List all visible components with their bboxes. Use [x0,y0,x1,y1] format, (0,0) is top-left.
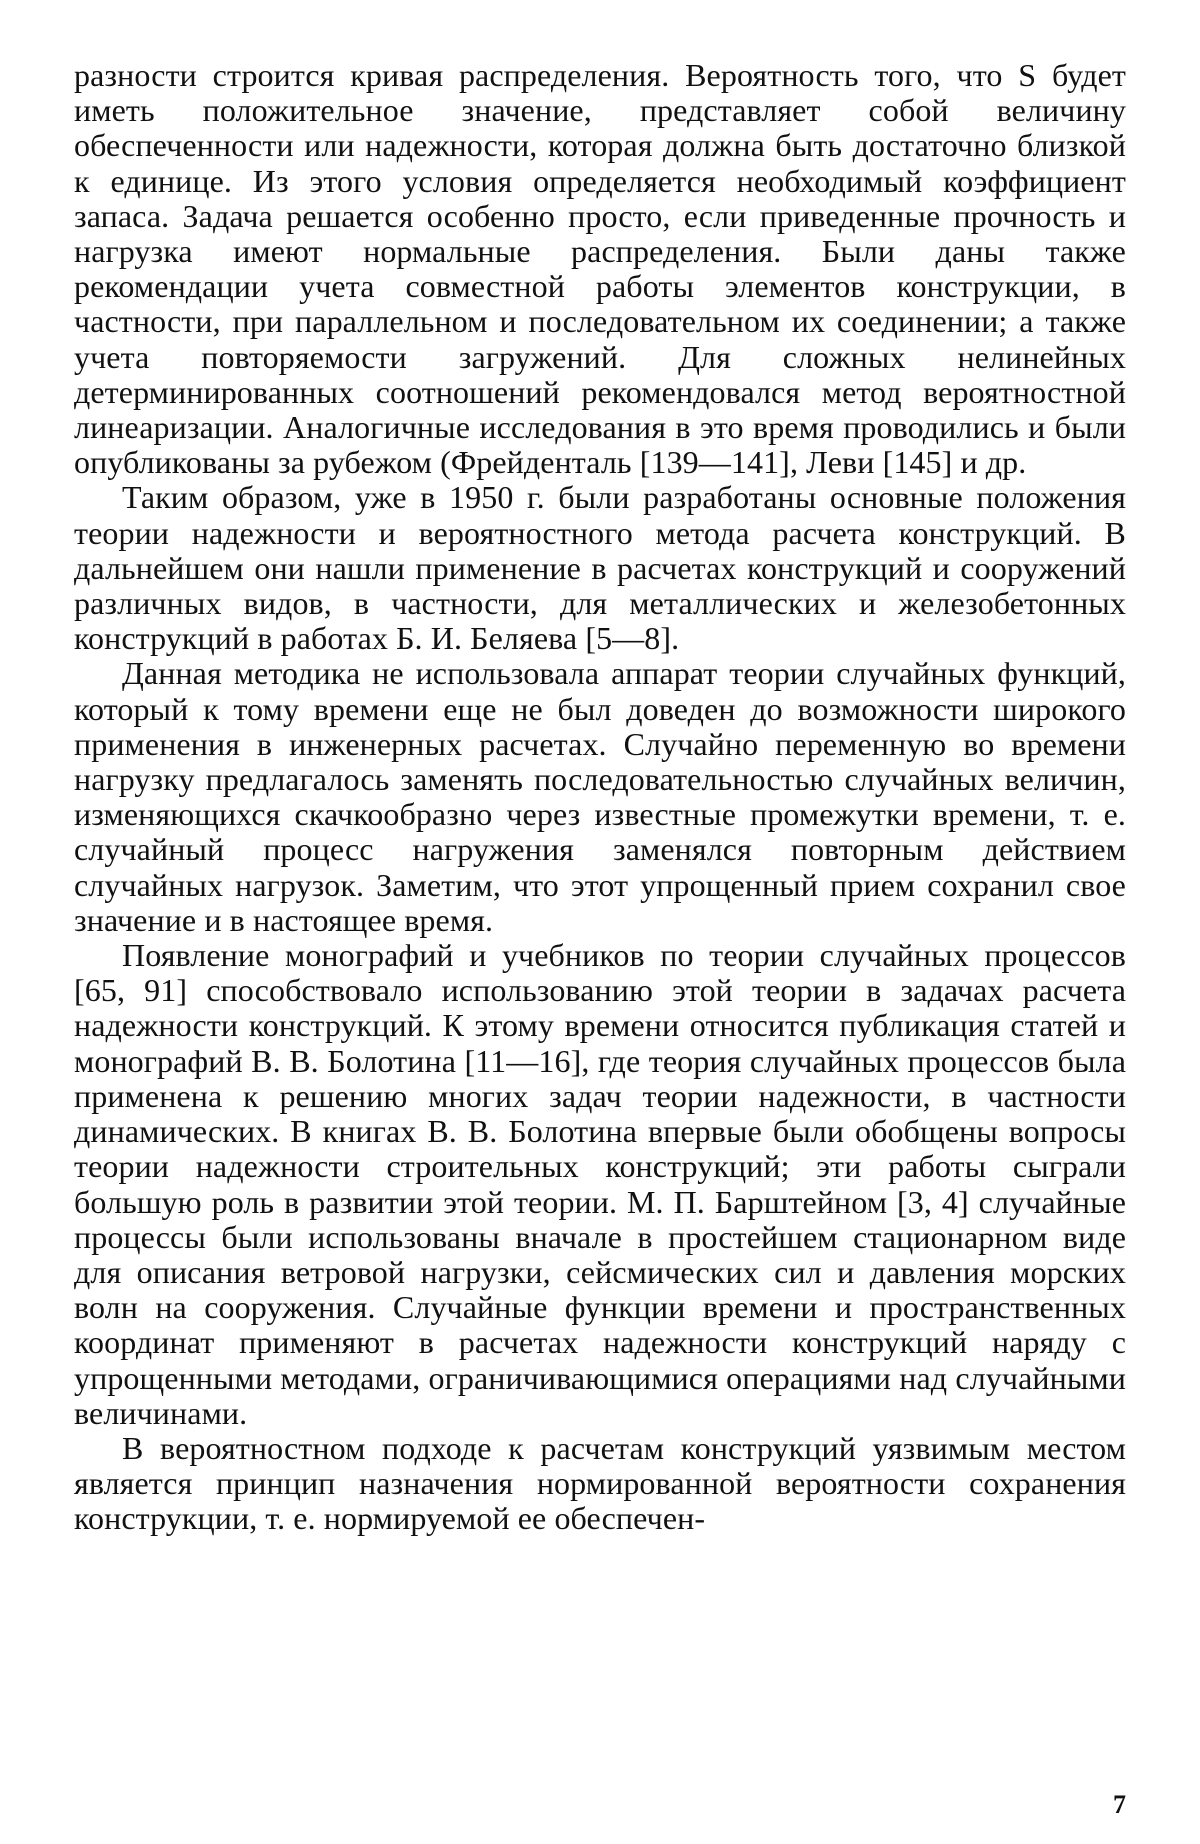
paragraph-3: Данная методика не использовала аппарат теории случайных функций, который к тому времени еще не был доведен до возможности широкого применения в инженерных расчетах. Случайно переменную во времени нагрузку предлагалось заменять последовательностью случайных величин, изменяющихся скачкообразно через известные промежутки времени, т. е. случайный процесс нагружения заменялся повторным действием случайных нагрузок. Заметим, что этот упрощенный прием сохранил свое значение и в настоящее время. [74,655,1126,938]
paragraph-4: Появление монографий и учебников по теории случайных процессов [65, 91] способствовало использованию этой теории в задачах расчета надежности конструкций. К этому времени относится публикация статей и монографий В. В. Болотина [11—16], где теория случайных процессов была применена к решению многих задач теории надежности, в частности динамических. В книгах В. В. Болотина впервые были обобщены вопросы теории надежности строительных конструкций; эти работы сыграли большую роль в развитии этой теории. М. П. Барштейном [3, 4] случайные процессы были использованы вначале в простейшем стационарном виде для описания ветровой нагрузки, сейсмических сил и давления морских волн на сооружения. Случайные функции времени и пространственных координат применяют в расчетах надежности конструкций наряду с упрощенными методами, ограничивающимися операциями над случайными величинами. [74,937,1126,1431]
paragraph-5: В вероятностном подходе к расчетам конструкций уязвимым местом является принцип назначения нормированной вероятности сохранения конструкции, т. е. нормируемой ее обеспечен- [74,1429,1126,1537]
paragraph-1: разности строится кривая распределения. Вероятность того, что S будет иметь положительное значение, представляет собой величину обеспеченности или надежности, которая должна быть достаточно близкой к единице. Из этого условия определяется необходимый коэффициент запаса. Задача решается особенно просто, если приведенные прочность и нагрузка имеют нормальные распределения. Были даны также рекомендации учета совместной работы элементов конструкции, в частности, при параллельном и последовательном их соединении; а также учета повторяемости загружений. Для сложных нелинейных детерминированных соотношений рекомендовался метод вероятностной линеаризации. Аналогичные исследования в это время проводились и были опубликованы за рубежом (Фрейденталь [139—141], Леви [145] и др. [74,57,1126,481]
page-number: 7 [1113,1790,1126,1819]
paragraph-2: Таким образом, уже в 1950 г. были разработаны основные положения теории надежности и вероятностного метода расчета конструкций. В дальнейшем они нашли применение в расчетах конструкций и сооружений различных видов, в частности, для металлических и железобетонных конструкций в работах Б. И. Беляева [5—8]. [74,479,1126,657]
page-body [74,58,1126,1537]
